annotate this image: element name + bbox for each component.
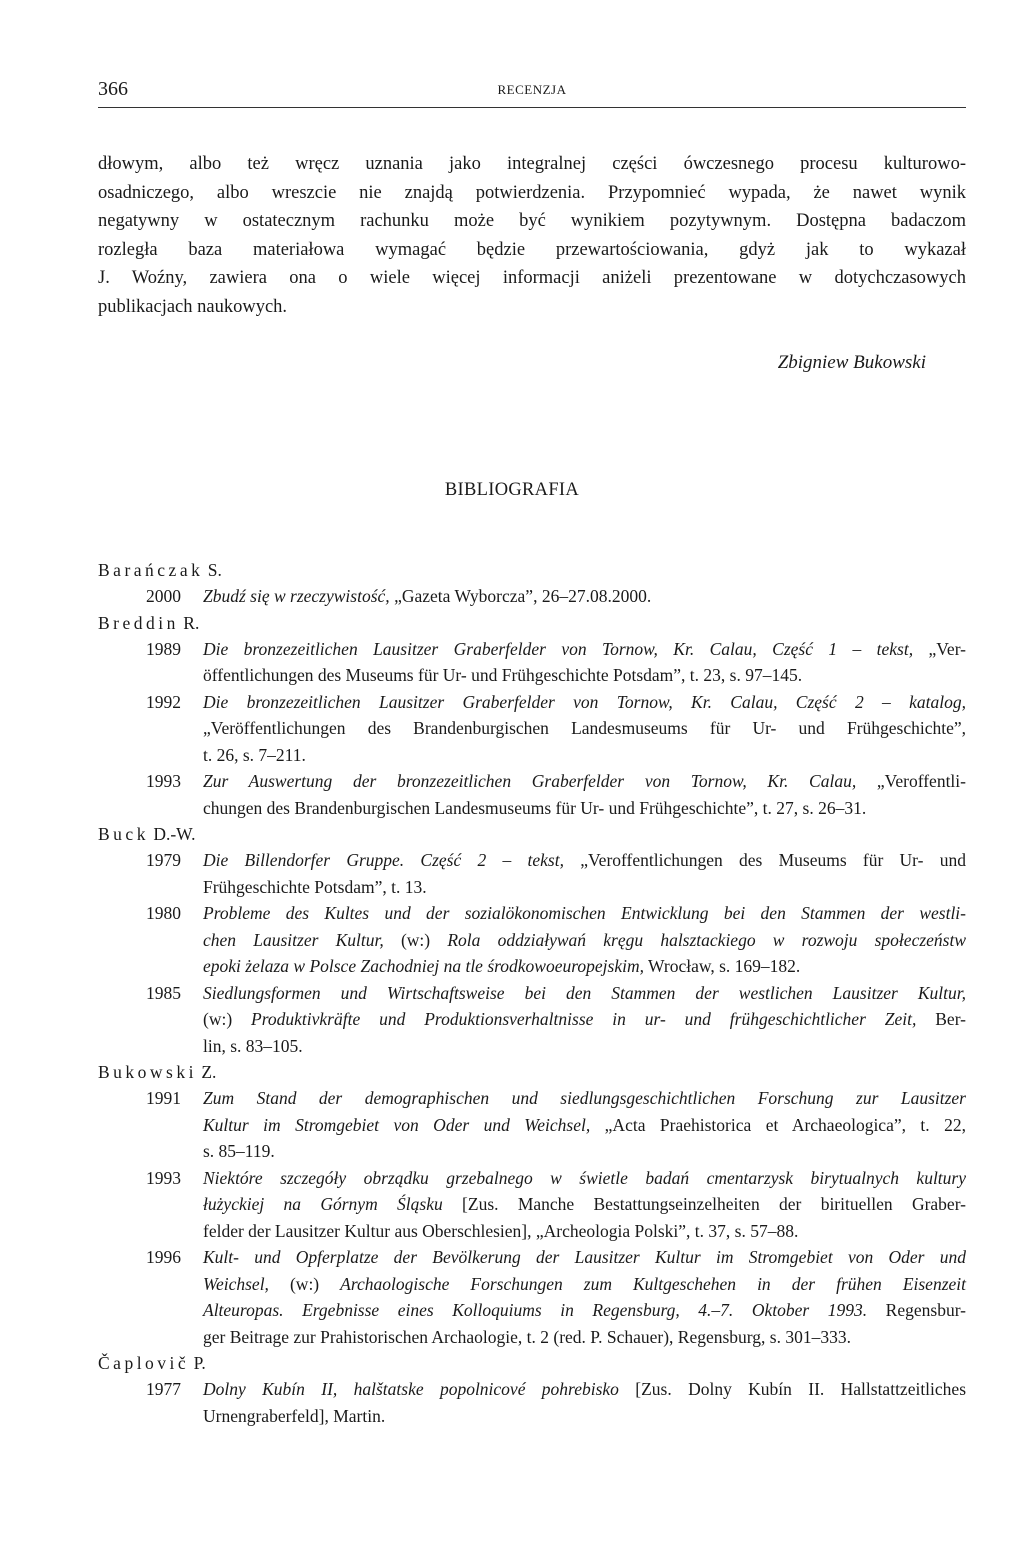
entry-year: 1977 xyxy=(146,1379,181,1399)
entry-text: „Veröffentlichungen des Brandenburgischen Landesmuseums für Ur- und Frühgeschichte”, xyxy=(203,718,966,738)
entry-year: 1979 xyxy=(146,850,181,870)
review-closing-paragraph xyxy=(98,150,966,321)
bib-entry xyxy=(98,1165,966,1245)
author-surname: Breddin xyxy=(98,612,179,633)
entry-title: Produktivkräfte und Produktionsverhaltnisse in ur- und frühgeschichtlicher Zeit, xyxy=(251,1009,917,1029)
bib-entry xyxy=(98,847,966,900)
author-initial: Z. xyxy=(201,1062,217,1082)
entry-text: (w:) xyxy=(268,1273,341,1294)
entry-text: „Veroffentli- xyxy=(856,771,966,791)
entry-text: t. 26, s. 7–211. xyxy=(203,744,306,765)
entry-text: Wrocław, s. 169–182. xyxy=(644,956,801,976)
bib-entry xyxy=(98,1376,966,1429)
bib-entry xyxy=(98,900,966,980)
page-number: 366 xyxy=(98,78,128,100)
bib-author xyxy=(98,1059,966,1085)
entry-text: Regensbur- xyxy=(867,1300,966,1320)
entry-title: Dolny Kubín II, halštatske popolnicové pohrebisko xyxy=(203,1379,619,1399)
entry-text: öffentlichungen des Museums für Ur- und Frühgeschichte Potsdam”, t. 23, s. 97–145. xyxy=(203,665,803,685)
entry-title: Rola oddziaływań kręgu halsztackiego w rozwoju społeczeństw xyxy=(447,929,967,950)
entry-title: łużyckiej na Górnym Śląsku xyxy=(203,1194,443,1214)
entry-title: Siedlungsformen und Wirtschaftsweise bei den Stammen der westlichen Lausitzer Kultur, xyxy=(203,982,966,1003)
entry-title: epoki żelaza w Polsce Zachodniej na tle środkowoeuropejskim, xyxy=(203,956,644,976)
page-header xyxy=(98,78,966,108)
entry-title: Probleme des Kultes und der sozialökonomischen Entwicklung bei den Stammen der westli- xyxy=(203,903,966,923)
author-signature: Zbigniew Bukowski xyxy=(777,352,926,373)
entry-text: chungen des Brandenburgischen Landesmuseums für Ur- und Frühgeschichte”, t. 27, s. 26–31. xyxy=(203,797,867,818)
entry-year: 1991 xyxy=(146,1088,181,1108)
text-line: negatywny w ostatecznym rachunku może być wynikiem pozytywnym. Dostępna badaczom xyxy=(98,211,966,231)
entry-year: 1985 xyxy=(146,982,181,1003)
entry-year: 1980 xyxy=(146,903,181,923)
entry-text: (w:) xyxy=(383,929,448,950)
bib-entry xyxy=(98,980,966,1060)
entry-text: „Veroffentlichungen des Museums für Ur- und xyxy=(563,850,966,870)
entry-year: 1993 xyxy=(146,771,181,791)
author-initial: P. xyxy=(193,1353,206,1373)
entry-title: Die bronzezeitlichen Lausitzer Graberfelder von Tornow, Kr. Calau, Część 2 – katalog, xyxy=(203,691,966,712)
bib-author xyxy=(98,1350,966,1376)
author-surname: Bukowski xyxy=(98,1062,197,1082)
bib-author xyxy=(98,557,966,583)
author-initial: S. xyxy=(207,560,222,580)
header-rule xyxy=(98,107,966,108)
entry-text: Urnengraberfeld], Martin. xyxy=(203,1405,386,1426)
entry-text: ger Beitrage zur Prahistorischen Archaologie, t. 2 (red. P. Schauer), Regensburg, s. 301–333. xyxy=(203,1326,851,1347)
entry-year: 1993 xyxy=(146,1167,181,1188)
bib-entry xyxy=(98,1085,966,1165)
entry-title: Kult- und Opferplatze der Bevölkerung der Lausitzer Kultur im Stromgebiet von Oder und xyxy=(203,1247,966,1267)
bib-entry xyxy=(98,1244,966,1350)
entry-year: 1989 xyxy=(146,638,181,659)
text-line: rozległa baza materiałowa wymagać będzie przewartościowania, gdyż jak to wykazał xyxy=(98,239,966,260)
entry-text: s. 85–119. xyxy=(203,1141,275,1161)
author-surname: Buck xyxy=(98,824,149,844)
entry-text: (w:) xyxy=(203,1009,252,1029)
entry-text: „Ver- xyxy=(913,638,966,659)
author-surname: Barańczak xyxy=(98,560,204,580)
entry-title: chen Lausitzer Kultur, xyxy=(203,929,384,950)
author-surname: Čaplovič xyxy=(98,1353,190,1373)
entry-text: felder der Lausitzer Kultur aus Oberschlesien], „Archeologia Polski”, t. 37, s. 57–88. xyxy=(203,1220,799,1241)
entry-title: Niektóre szczegóły obrządku grzebalnego w świetle badań cmentarzysk birytualnych kultury xyxy=(203,1167,966,1188)
entry-text: Frühgeschichte Potsdam”, t. 13. xyxy=(203,876,427,897)
bib-author xyxy=(98,821,966,847)
author-initial: D.-W. xyxy=(153,824,196,844)
entry-year: 1996 xyxy=(146,1247,181,1267)
entry-title: Die bronzezeitlichen Lausitzer Graberfelder von Tornow, Kr. Calau, Część 1 – tekst, xyxy=(203,638,914,659)
entry-year: 2000 xyxy=(146,586,181,606)
section-title: BIBLIOGRAFIA xyxy=(444,480,580,500)
entry-title: Zbudź się w rzeczywistość, xyxy=(203,586,390,606)
text-line: J. Woźny, zawiera ona o wiele więcej informacji aniżeli prezentowane w dotychczasowych xyxy=(98,268,966,288)
entry-text: [Zus. Dolny Kubín II. Hallstattzeitliches xyxy=(618,1379,967,1399)
entry-title: Archaologische Forschungen zum Kultgeschehen in der frühen Eisenzeit xyxy=(340,1273,966,1294)
text-line: dłowym, albo też wręcz uznania jako integralnej części ówczesnego procesu kulturowo- xyxy=(98,154,966,174)
bib-entry xyxy=(98,689,966,769)
entry-title: Alteuropas. Ergebnisse eines Kolloquiums in Regensburg, 4.–7. Oktober 1993. xyxy=(203,1300,868,1320)
entry-text: „Gazeta Wyborcza”, 26–27.08.2000. xyxy=(389,586,652,606)
entry-text: [Zus. Manche Bestattungseinzelheiten der birituellen Graber- xyxy=(442,1194,966,1214)
entry-text: Ber- xyxy=(916,1009,966,1029)
text-line: osadniczego, albo wreszcie nie znajdą potwierdzenia. Przypomnieć wypada, że nawet wynik xyxy=(98,182,966,203)
entry-title: Weichsel, xyxy=(203,1273,269,1294)
entry-title: Zum Stand der demographischen und siedlungsgeschichtlichen Forschung zur Lausitzer xyxy=(203,1088,966,1108)
entry-title: Kultur im Stromgebiet von Oder und Weichsel, xyxy=(203,1114,591,1135)
author-initial: R. xyxy=(183,612,200,633)
running-head: RECENZJA xyxy=(497,82,567,97)
entry-year: 1992 xyxy=(146,691,181,712)
bibliography-list xyxy=(98,557,966,1429)
bib-entry xyxy=(98,583,966,610)
entry-title: Zur Auswertung der bronzezeitlichen Graberfelder von Tornow, Kr. Calau, xyxy=(203,771,857,791)
text-line: publikacjach naukowych. xyxy=(98,296,288,317)
bib-author xyxy=(98,610,966,636)
bib-entry xyxy=(98,636,966,689)
entry-title: Die Billendorfer Gruppe. Część 2 – tekst, xyxy=(203,850,564,870)
entry-text: lin, s. 83–105. xyxy=(203,1035,303,1056)
bib-entry xyxy=(98,768,966,821)
entry-text: „Acta Praehistorica et Archaeologica”, t. 22, xyxy=(590,1114,966,1135)
